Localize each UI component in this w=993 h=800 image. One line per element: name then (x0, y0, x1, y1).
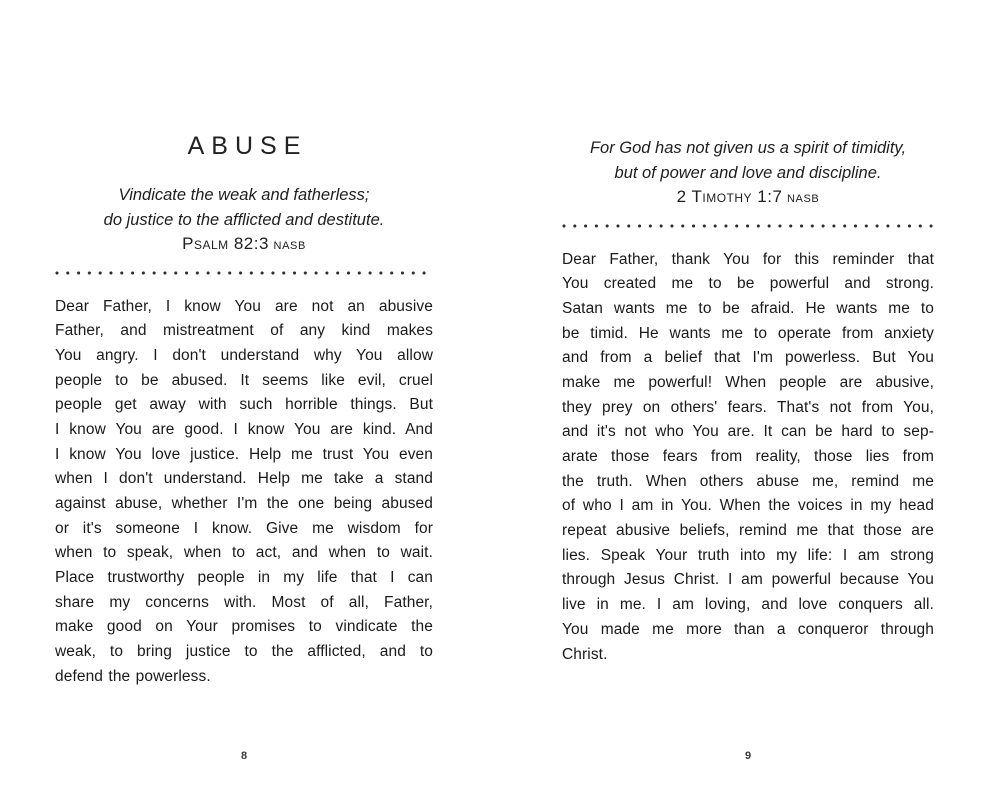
prayer-line: arate those fears from reality, those lies from (562, 448, 934, 465)
left-page (55, 0, 433, 762)
right-page (562, 0, 934, 762)
scripture-reference (55, 232, 433, 259)
verse-quote (562, 136, 934, 212)
verse-line: Vindicate the weak and fatherless; (118, 186, 370, 204)
prayer-line: of who I am in You. When the voices in my head (562, 497, 934, 515)
prayer-line: weak, to bring justice to the afflicted, and to (55, 643, 433, 661)
translation-label: NASB (273, 240, 306, 252)
page-number: 8 (240, 750, 248, 762)
prayer-line: live in me. I am loving, and love conquers all. (562, 596, 934, 614)
prayer-line: defend the powerless. (55, 667, 211, 685)
verse-line: do justice to the afflicted and destitute. (103, 210, 385, 229)
prayer-text (562, 248, 934, 668)
prayer-line: people to be abused. It seems like evil, cruel (55, 371, 433, 389)
prayer-line: You created me to be powerful and strong. (562, 275, 934, 293)
prayer-line: and from a belief that I'm powerless. But You (562, 349, 934, 367)
prayer-line: lies. Speak Your truth into my life: I am strong (562, 546, 934, 564)
prayer-line: the truth. When others abuse me, remind me (562, 472, 934, 490)
prayer-line: against abuse, whether I'm the one being abused (55, 495, 433, 512)
prayer-line: I know You are good. I know You are kind. And (55, 420, 433, 438)
prayer-line: Satan wants me to be afraid. He wants me to (562, 299, 934, 317)
prayer-line: Dear Father, I know You are not an abusive (55, 297, 433, 315)
prayer-line: Father, and mistreatment of any kind makes (55, 322, 433, 340)
prayer-line: share my concerns with. Most of all, Father, (55, 593, 433, 611)
prayer-line: when to speak, when to act, and when to wait. (55, 544, 433, 562)
prayer-line: when I don't understand. Help me take a stand (55, 470, 433, 488)
prayer-line: people get away with such horrible things. But (55, 396, 433, 414)
prayer-line: You angry. I don't understand why You allow (55, 346, 433, 364)
prayer-line: they prey on others' fears. That's not from You, (562, 398, 934, 416)
prayer-line: repeat abusive beliefs, remind me that those are (562, 522, 934, 540)
scripture-reference (562, 185, 934, 212)
prayer-line: You made me more than a conqueror through (562, 620, 934, 638)
prayer-line: be timid. He wants me to operate from anxiety (562, 324, 934, 342)
prayer-line: Christ. (562, 645, 608, 663)
prayer-line: or it's someone I know. Give me wisdom for (55, 519, 433, 537)
dotted-divider (55, 271, 433, 275)
chapter-title: ABUSE (187, 132, 308, 160)
translation-label: NASB (787, 193, 820, 205)
prayer-line: make good on Your promises to vindicate the (55, 618, 433, 636)
reference-text: 2 Timothy 1:7 (676, 187, 783, 206)
prayer-line: and it's not who You are. It can be hard to sep- (562, 423, 934, 441)
reference-text: Psalm 82:3 (182, 234, 269, 253)
page-number: 9 (744, 750, 752, 762)
prayer-text (55, 295, 433, 690)
prayer-line: I know You love justice. Help me trust You even (55, 445, 433, 463)
dotted-divider (562, 224, 934, 228)
verse-line: but of power and love and discipline. (614, 163, 882, 182)
prayer-line: through Jesus Christ. I am powerful because You (562, 571, 934, 589)
prayer-line: Dear Father, thank You for this reminder that (562, 250, 934, 268)
verse-quote (55, 183, 433, 259)
verse-line: For God has not given us a spirit of timidity, (589, 139, 907, 157)
prayer-line: make me powerful! When people are abusive, (562, 373, 934, 391)
prayer-line: Place trustworthy people in my life that I can (55, 569, 433, 587)
